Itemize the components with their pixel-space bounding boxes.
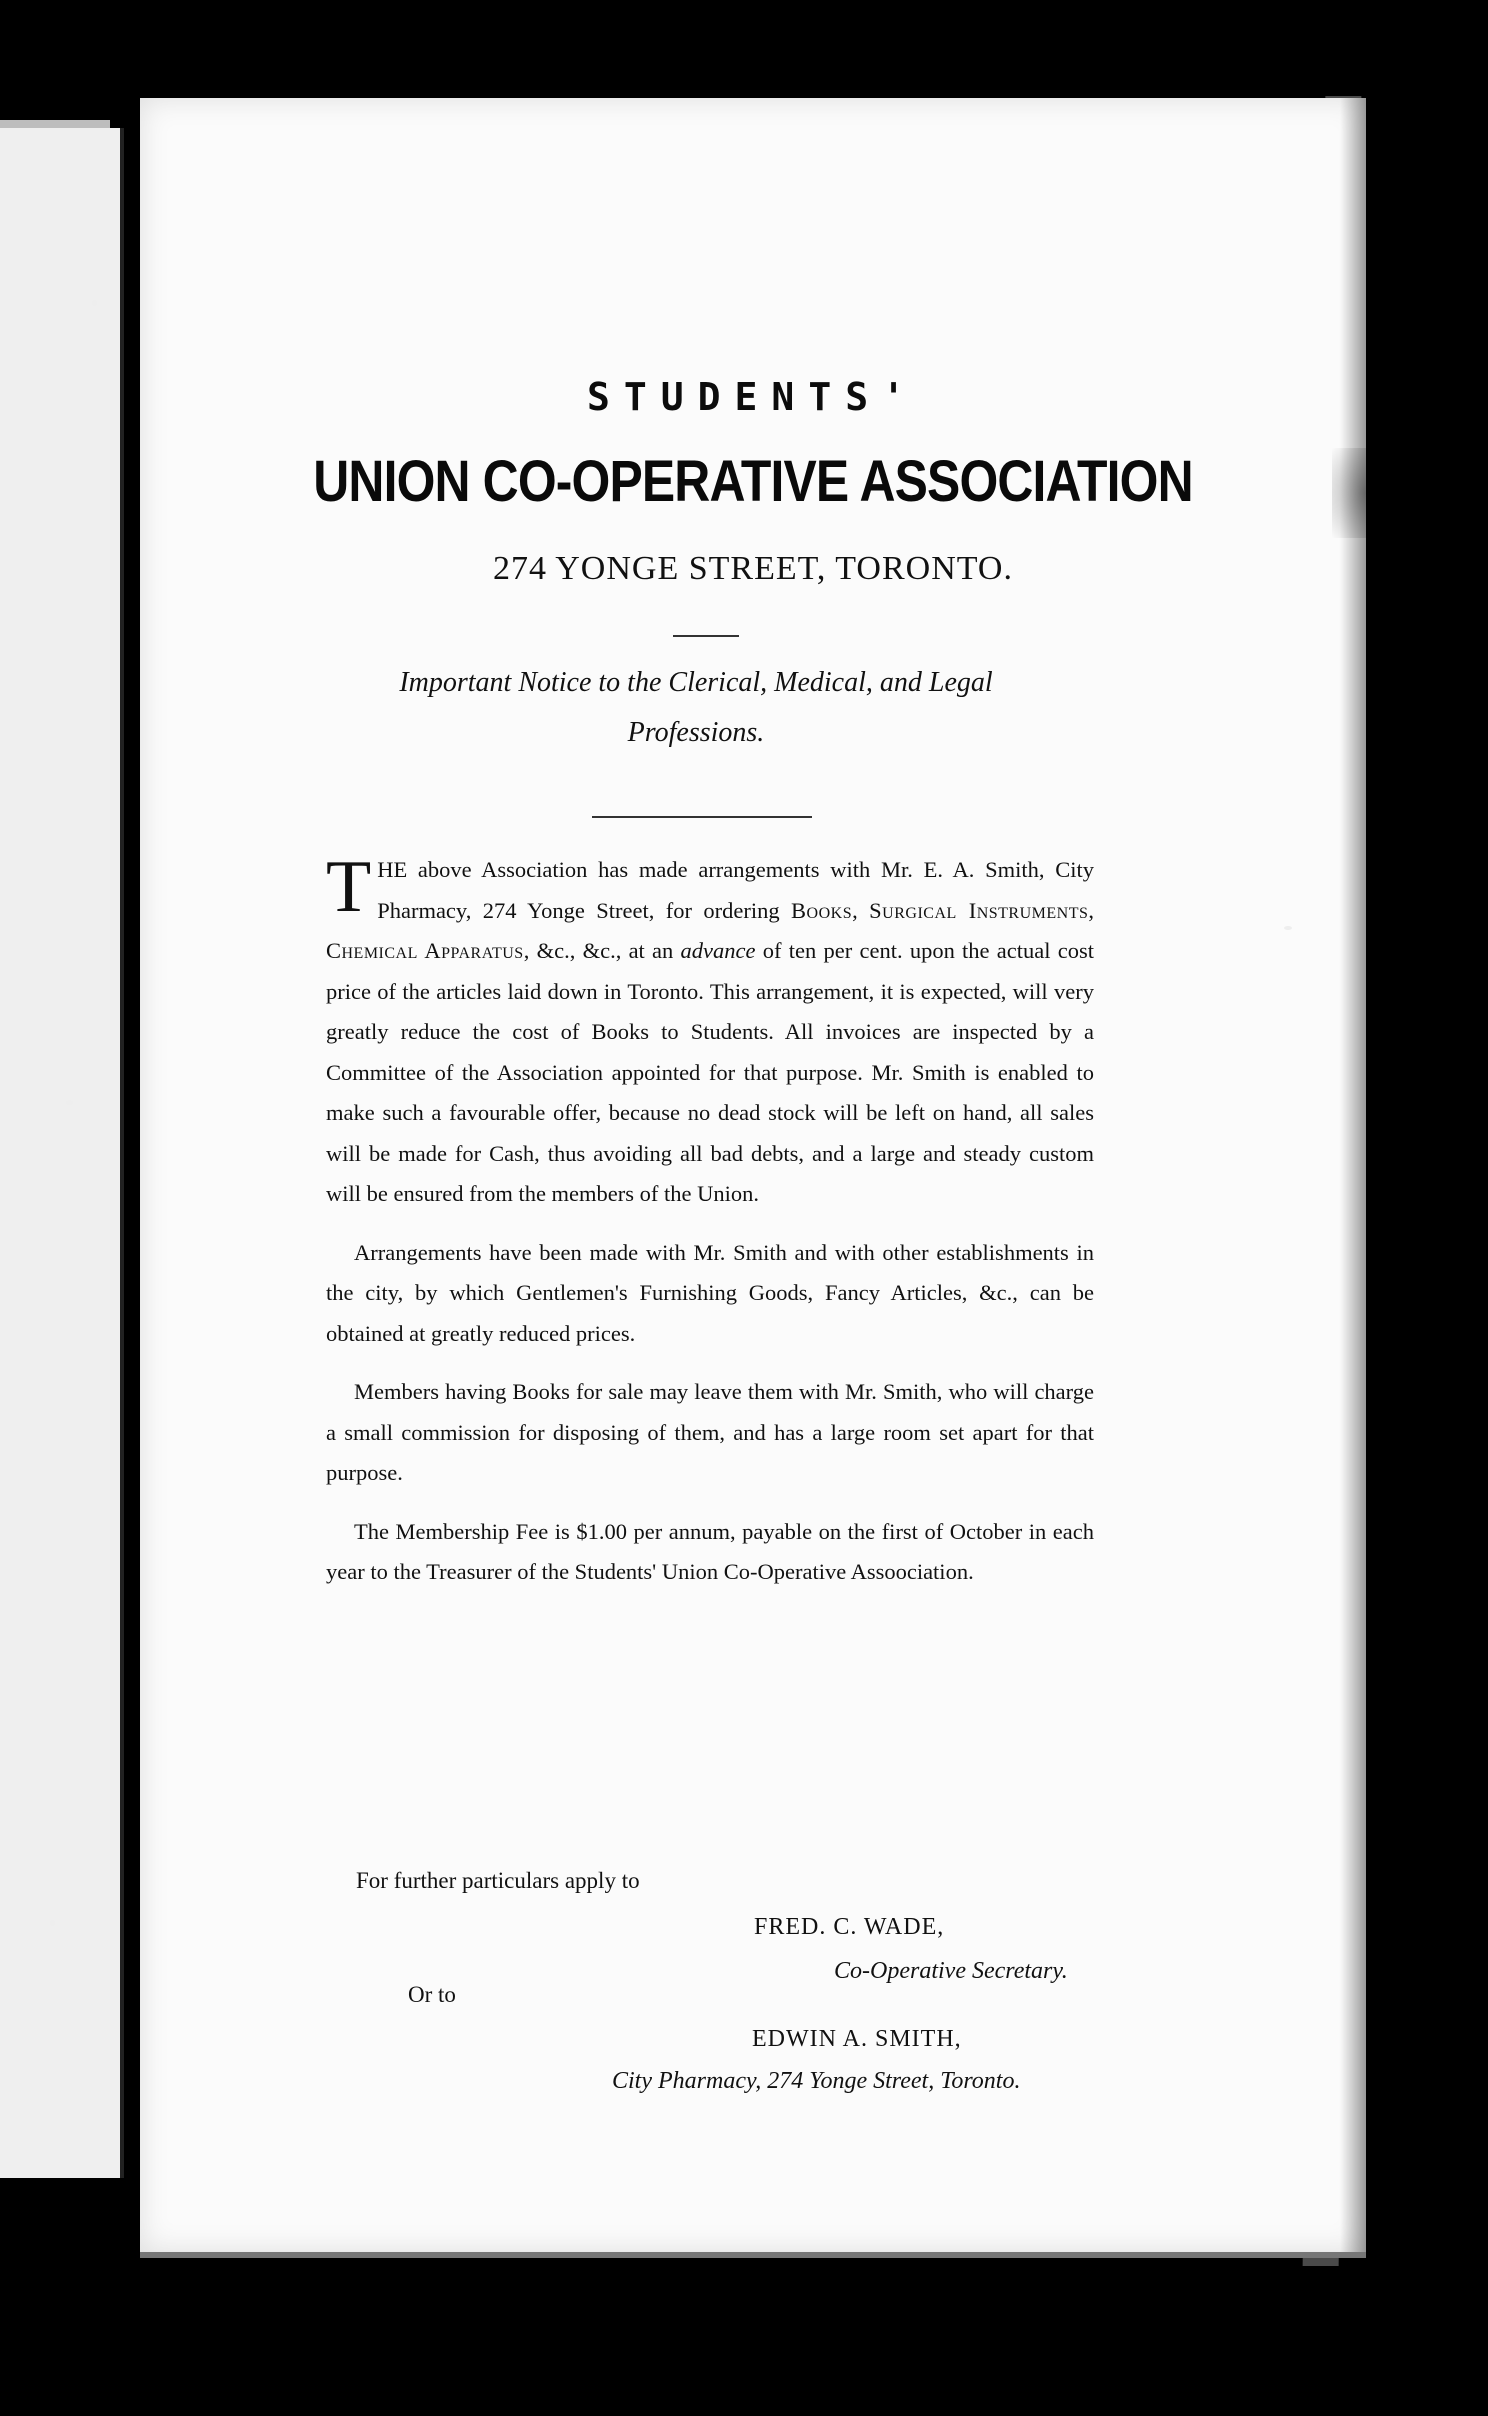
contact-role-wade: Co-Operative Secretary.: [834, 1958, 1068, 1984]
further-particulars: For further particulars apply to: [356, 1868, 640, 1893]
divider-short: [673, 635, 739, 637]
paragraph-books-for-sale: Members having Books for sale may leave them with Mr. Smith, who will charge a small commission for disposing of them, and has a large room set apart for that purpose.: [326, 1379, 1094, 1485]
drop-cap: T: [326, 846, 372, 928]
contact-name-smith: EDWIN A. SMITH,: [752, 2026, 962, 2052]
notice-line-2: Professions.: [627, 717, 765, 748]
paragraph-1-part-d: , &c., &c., at an: [523, 938, 681, 963]
paragraph-1-part-b: ,: [852, 897, 870, 923]
scan-speck: [66, 1100, 73, 1105]
paragraph-1-part-e: of ten per cent. upon the actual cost price of the articles laid down in Toronto. This arrangement, it is expected, will very greatly reduce the cost of Books to Students. All invoices are inspected by a Committee of the Association appointed for that purpose. Mr. Smith is enabled to make such a favourable offer, because no dead stock will be left on hand, all sales will be made for Cash, thus avoiding all bad debts, and a large and steady custom will be ensured from the members of the Union.: [326, 938, 1095, 1206]
divider-long: [592, 816, 812, 818]
heading-students: STUDENTS': [587, 375, 919, 419]
paragraph-membership-fee: The Membership Fee is $1.00 per annum, payable on the first of October in each year to the Treasurer of the Students' Union Co-Operative Assoociation.: [326, 1518, 1094, 1584]
chemical-smallcaps: Chemical Apparatus: [326, 938, 524, 963]
paragraph-1-part-c: ,: [1088, 897, 1095, 923]
surgical-smallcaps: Surgical Instruments: [869, 897, 1089, 923]
left-page: [0, 128, 124, 2178]
advance-italic: advance: [680, 938, 756, 963]
scan-speck: [50, 1920, 55, 1926]
heading-address: 274 YONGE STREET, TORONTO.: [493, 550, 1013, 587]
or-to: Or to: [408, 1982, 456, 2007]
body-text: [326, 846, 1095, 1611]
contact-role-smith: City Pharmacy, 274 Yonge Street, Toronto.: [612, 2068, 1021, 2094]
paragraph-establishments: Arrangements have been made with Mr. Smith and with other establishments in the city, by which Gentlemen's Furnishing Goods, Fancy Articles, &c., can be obtained at greatly reduced prices.: [326, 1239, 1094, 1346]
page-content: [140, 98, 1366, 2252]
paragraph-1-part-a: HE above Association has made arrangements with Mr. E. A. Smith, City Pharmacy, 274 Yonge Street, for ordering: [377, 857, 1094, 923]
paragraph-arrangements: [326, 846, 1095, 1215]
contact-name-wade: FRED. C. WADE,: [754, 1914, 945, 1940]
scan-speck: [92, 300, 97, 306]
notice-line-1: Important Notice to the Clerical, Medical, and Legal: [399, 667, 993, 698]
document-page: [140, 98, 1366, 2252]
notice-block: [310, 658, 1082, 758]
books-smallcaps: Books: [791, 897, 853, 923]
heading-association: UNION CO-OPERATIVE ASSOCIATION: [313, 449, 1193, 514]
scan-speck: [1284, 926, 1292, 930]
